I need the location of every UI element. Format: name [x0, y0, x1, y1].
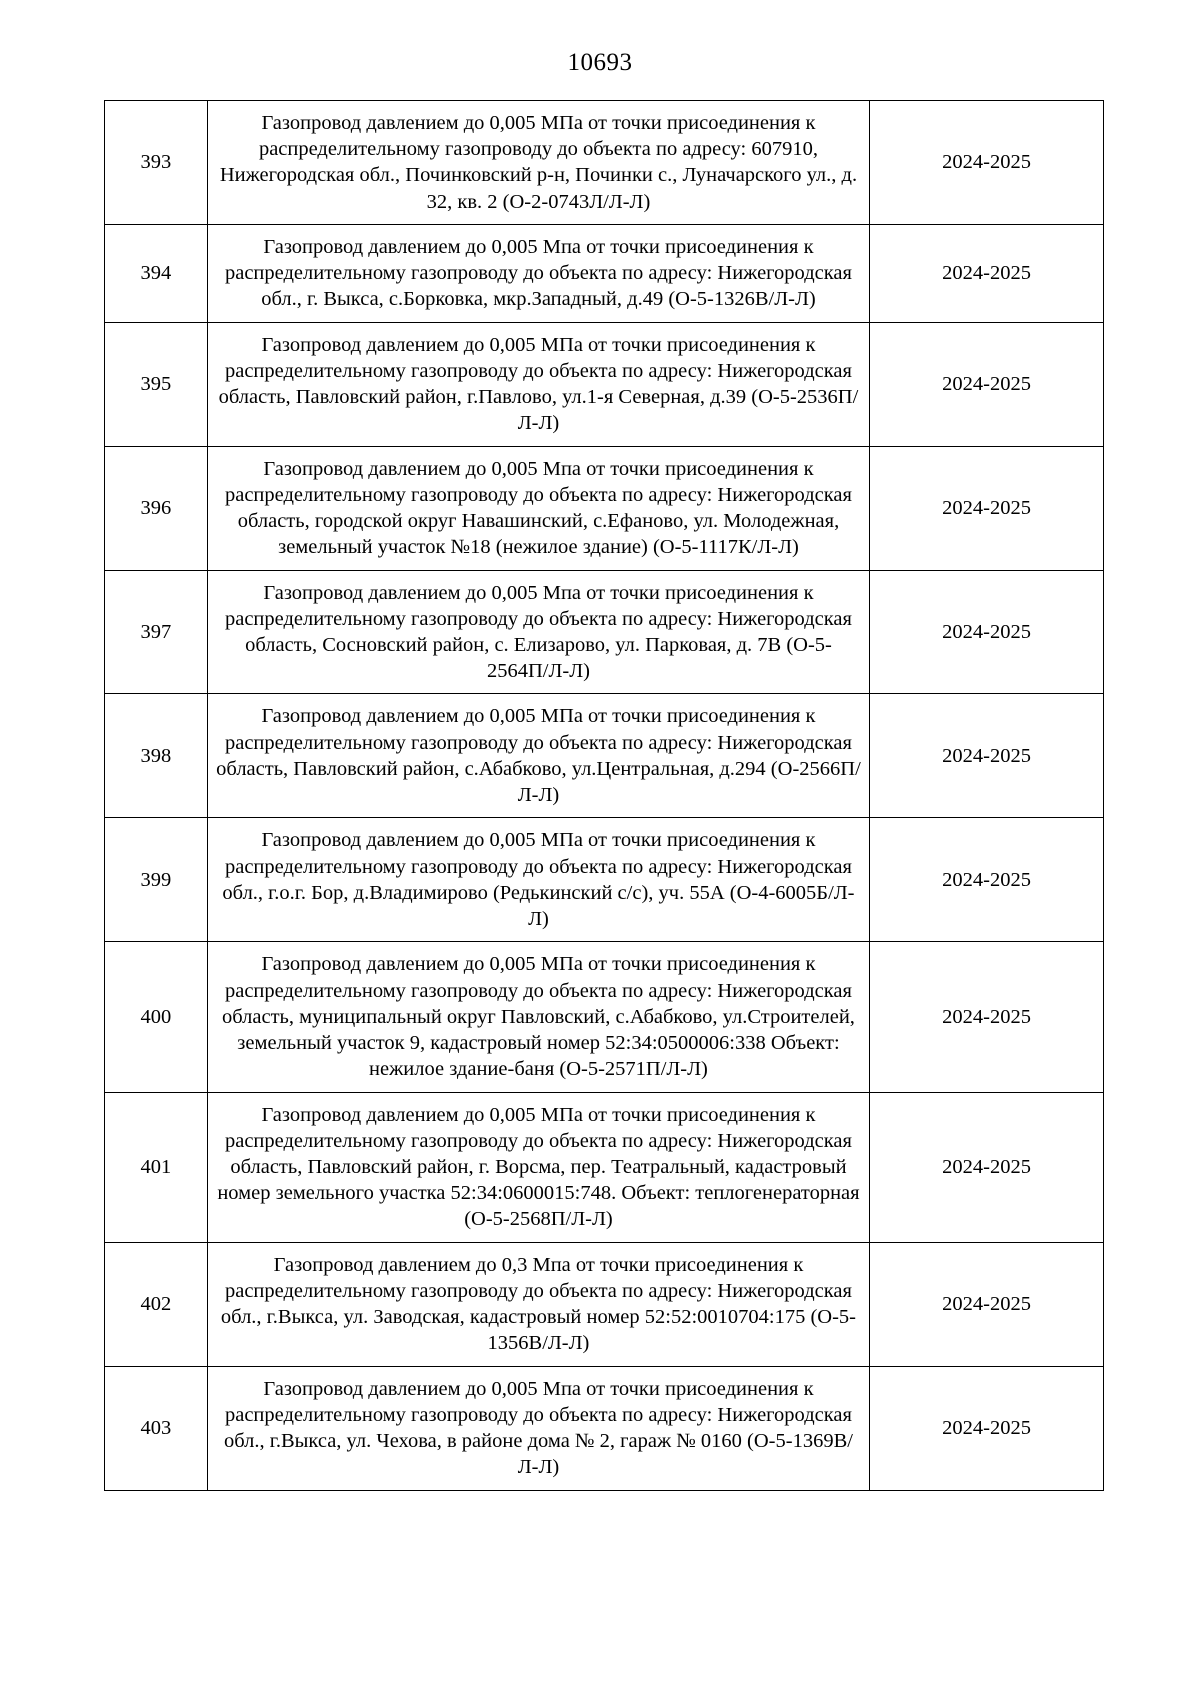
row-description: Газопровод давлением до 0,005 МПа от точки присоединения к распределительному газопроводу до объекта по адресу: 607910, Нижегородская обл., Починковский р-н, Починки с., Луначарского ул., д. 32, кв. 2 (О-2-0743Л/Л-Л)	[207, 101, 869, 225]
row-description: Газопровод давлением до 0,005 МПа от точки присоединения к распределительному газопроводу до объекта по адресу: Нижегородская обл., г.о.г. Бор, д.Владимирово (Редькинский с/с), уч. 55А (О-4-6005Б/Л-Л)	[207, 818, 869, 942]
row-description: Газопровод давлением до 0,005 Мпа от точки присоединения к распределительному газопроводу до объекта по адресу: Нижегородская область, Сосновский район, с. Елизарово, ул. Парковая, д. 7В (О-5-2564П/Л-Л)	[207, 570, 869, 694]
table-row	[105, 1092, 1104, 1242]
objects-table	[104, 100, 1104, 1491]
row-description: Газопровод давлением до 0,005 Мпа от точки присоединения к распределительному газопроводу до объекта по адресу: Нижегородская обл., г.Выкса, ул. Чехова, в районе дома № 2, гараж № 0160 (О-5-1369В/Л-Л)	[207, 1366, 869, 1490]
row-period: 2024-2025	[870, 570, 1104, 694]
table-row	[105, 446, 1104, 570]
page-number: 10693	[567, 49, 633, 76]
row-period: 2024-2025	[870, 322, 1104, 446]
row-description: Газопровод давлением до 0,3 Мпа от точки присоединения к распределительному газопроводу до объекта по адресу: Нижегородская обл., г.Выкса, ул. Заводская, кадастровый номер 52:52:0010704:175 (О-5-1356В/Л-Л)	[207, 1242, 869, 1366]
row-number: 399	[105, 818, 208, 942]
row-description: Газопровод давлением до 0,005 МПа от точки присоединения к распределительному газопроводу до объекта по адресу: Нижегородская область, муниципальный округ Павловский, с.Абабково, ул.Строителей, земельный участок 9, кадастровый номер 52:34:0500006:338 Объект: нежилое здание-баня (О-5-2571П/Л-Л)	[207, 942, 869, 1092]
row-period: 2024-2025	[870, 101, 1104, 225]
row-description: Газопровод давлением до 0,005 МПа от точки присоединения к распределительному газопроводу до объекта по адресу: Нижегородская область, Павловский район, г. Ворсма, пер. Театральный, кадастровый номер земельного участка 52:34:0600015:748. Объект: теплогенераторная (О-5-2568П/Л-Л)	[207, 1092, 869, 1242]
row-description: Газопровод давлением до 0,005 Мпа от точки присоединения к распределительному газопроводу до объекта по адресу: Нижегородская обл., г. Выкса, с.Борковка, мкр.Западный, д.49 (О-5-1326В/Л-Л)	[207, 224, 869, 322]
row-number: 400	[105, 942, 208, 1092]
row-number: 402	[105, 1242, 208, 1366]
row-description: Газопровод давлением до 0,005 МПа от точки присоединения к распределительному газопроводу до объекта по адресу: Нижегородская область, Павловский район, с.Абабково, ул.Центральная, д.294 (О-2566П/Л-Л)	[207, 694, 869, 818]
row-description: Газопровод давлением до 0,005 Мпа от точки присоединения к распределительному газопроводу до объекта по адресу: Нижегородская область, городской округ Навашинский, с.Ефаново, ул. Молодежная, земельный участок №18 (нежилое здание) (О-5-1117К/Л-Л)	[207, 446, 869, 570]
row-description: Газопровод давлением до 0,005 МПа от точки присоединения к распределительному газопроводу до объекта по адресу: Нижегородская область, Павловский район, г.Павлово, ул.1-я Северная, д.39 (О-5-2536П/Л-Л)	[207, 322, 869, 446]
row-number: 403	[105, 1366, 208, 1490]
table-row	[105, 694, 1104, 818]
table-row	[105, 1366, 1104, 1490]
row-period: 2024-2025	[870, 942, 1104, 1092]
row-number: 394	[105, 224, 208, 322]
table-row	[105, 942, 1104, 1092]
table-row	[105, 224, 1104, 322]
row-number: 398	[105, 694, 208, 818]
table-row	[105, 818, 1104, 942]
row-number: 395	[105, 322, 208, 446]
table-row	[105, 101, 1104, 225]
row-period: 2024-2025	[870, 694, 1104, 818]
row-number: 393	[105, 101, 208, 225]
table-row	[105, 322, 1104, 446]
row-period: 2024-2025	[870, 1242, 1104, 1366]
row-period: 2024-2025	[870, 1366, 1104, 1490]
row-period: 2024-2025	[870, 1092, 1104, 1242]
row-number: 397	[105, 570, 208, 694]
row-number: 401	[105, 1092, 208, 1242]
table-body	[105, 101, 1104, 1491]
row-number: 396	[105, 446, 208, 570]
row-period: 2024-2025	[870, 224, 1104, 322]
table-row	[105, 1242, 1104, 1366]
row-period: 2024-2025	[870, 818, 1104, 942]
row-period: 2024-2025	[870, 446, 1104, 570]
table-row	[105, 570, 1104, 694]
